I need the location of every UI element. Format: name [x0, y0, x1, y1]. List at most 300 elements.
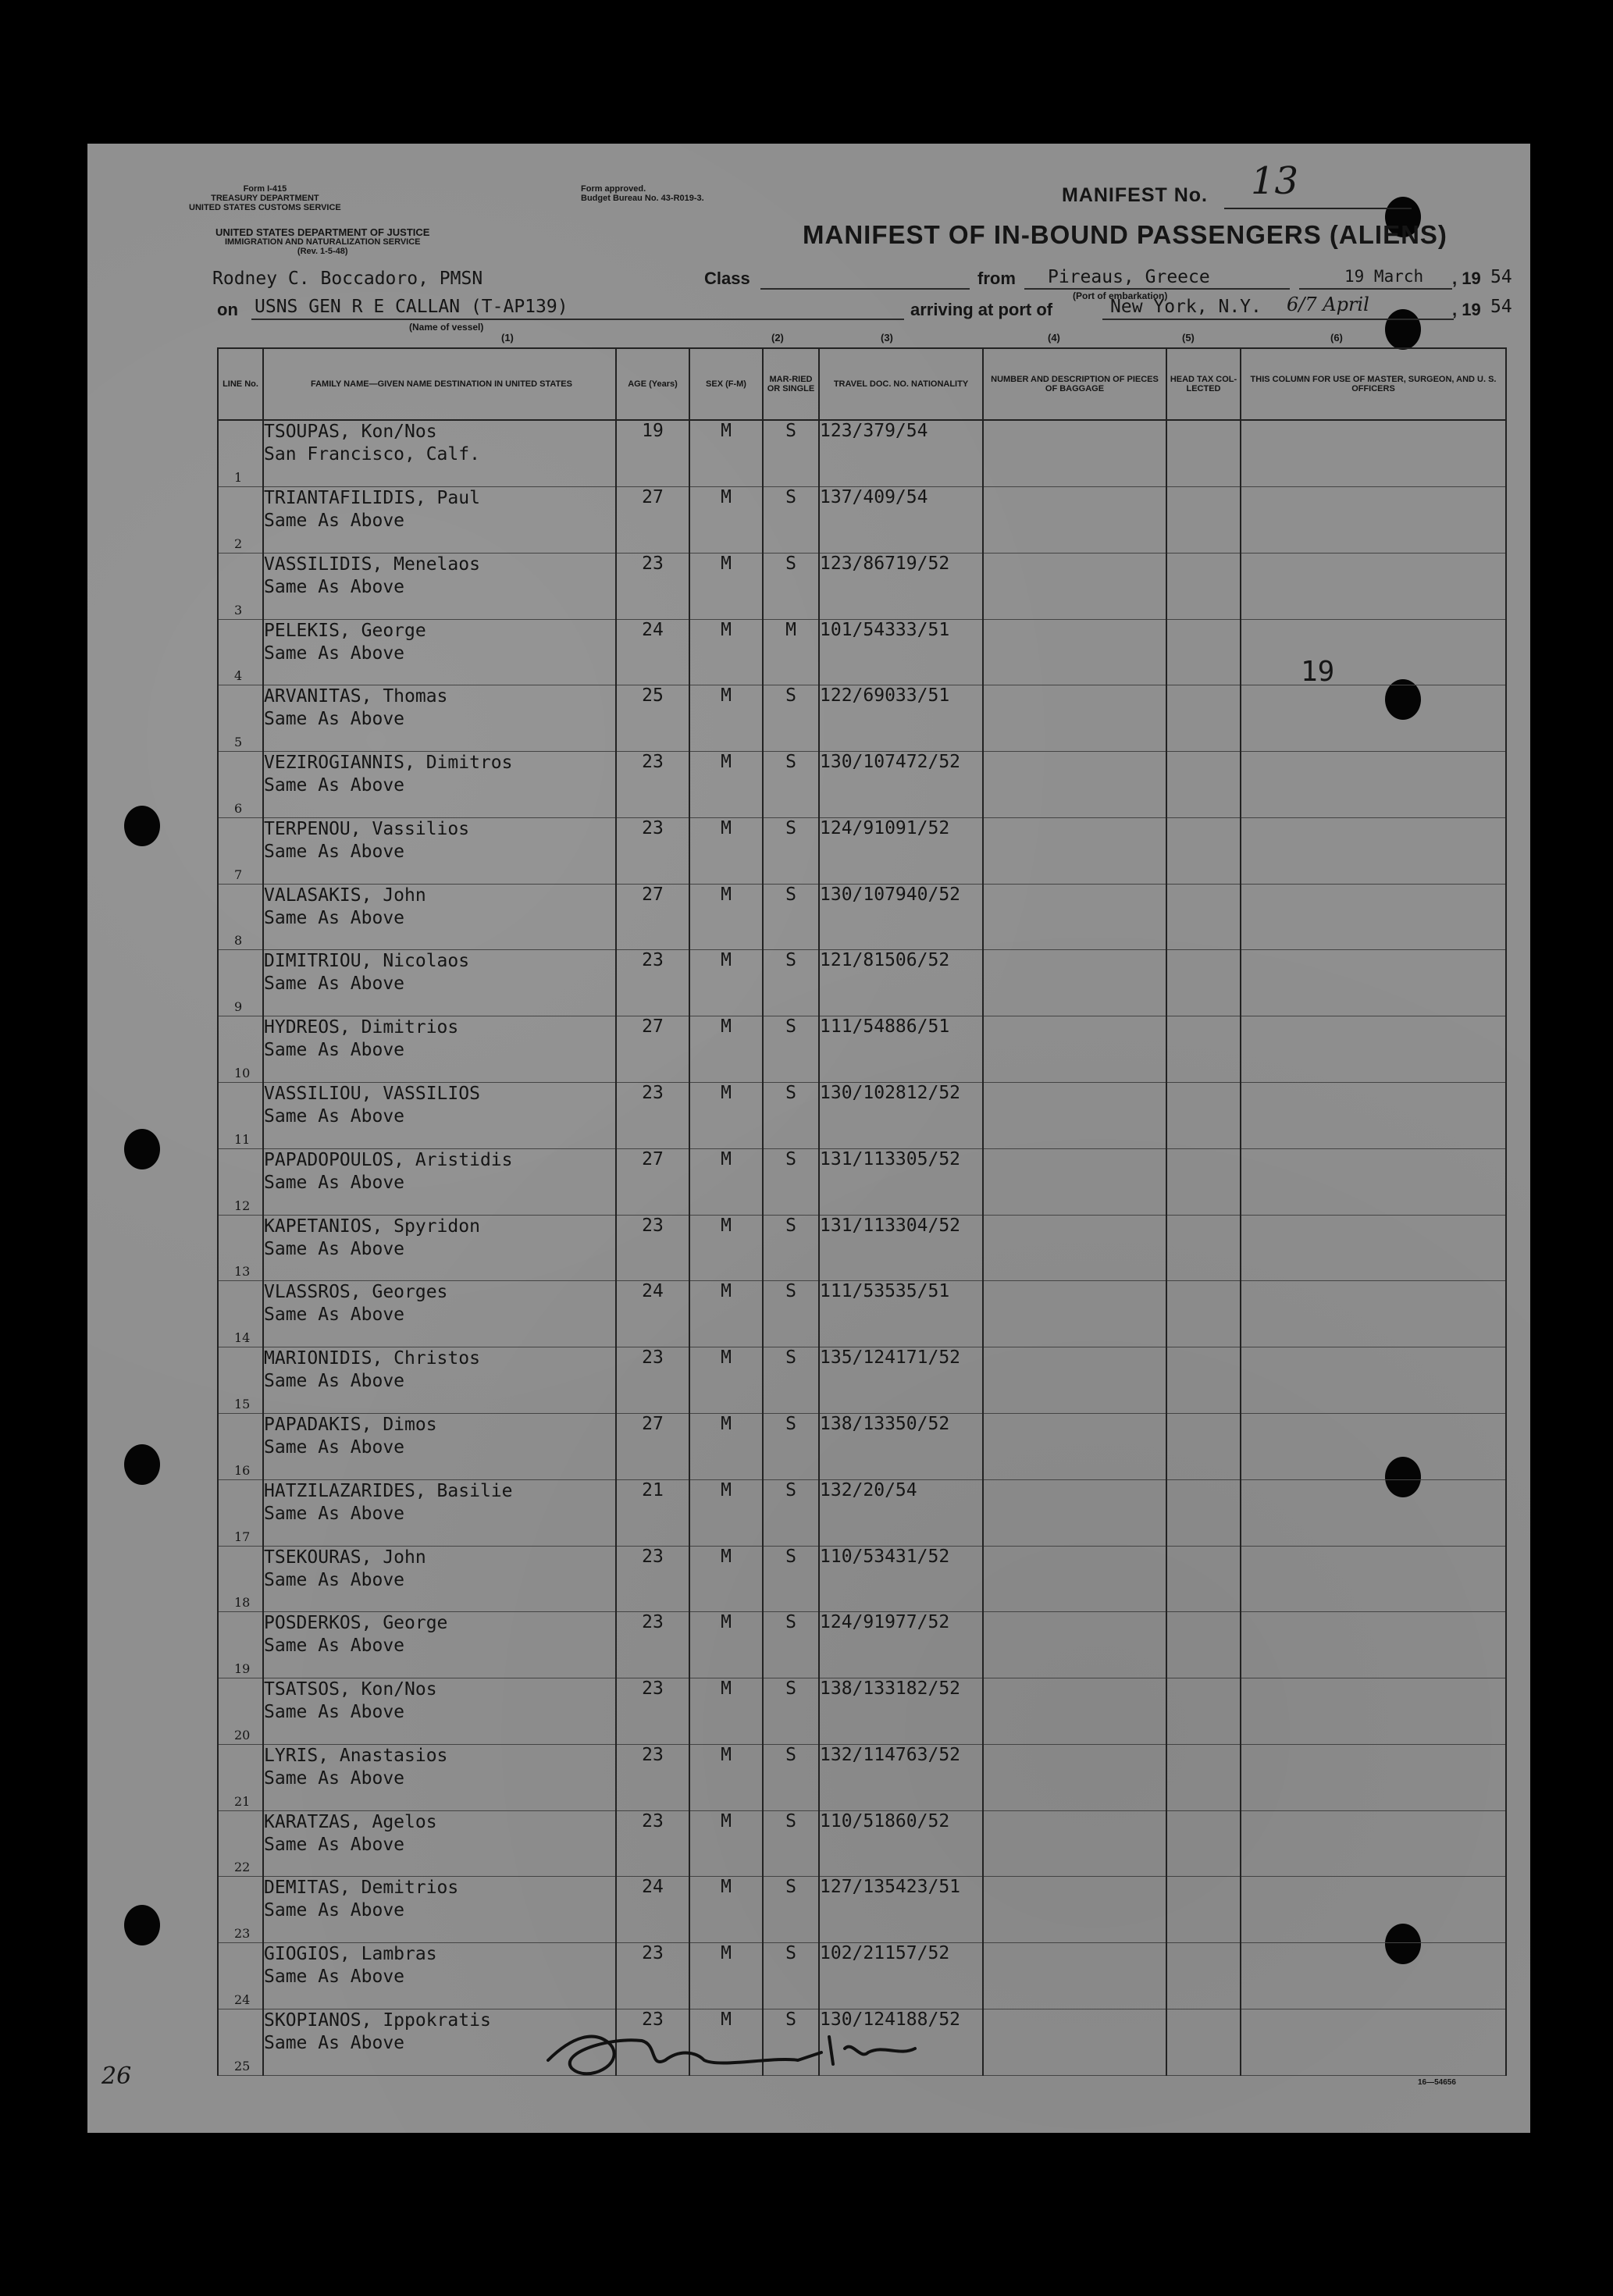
class-label: Class — [704, 269, 750, 288]
sex: M — [689, 884, 763, 950]
table-row — [218, 487, 1506, 554]
date-underline — [1299, 288, 1452, 290]
age: 23 — [616, 1810, 689, 1877]
vessel-underline — [251, 319, 904, 320]
officer-use-cell — [1241, 1612, 1506, 1678]
passenger-name: TERPENOU, Vassilios — [264, 818, 470, 839]
table-row — [218, 1281, 1506, 1347]
destination: Same As Above — [264, 643, 405, 664]
departure-year: 54 — [1490, 267, 1512, 287]
table-row — [218, 950, 1506, 1016]
line-number-cell — [218, 1943, 263, 2009]
travel-doc-number: 130/107940/52 — [819, 884, 983, 950]
destination: Same As Above — [264, 974, 405, 995]
name-cell — [263, 1083, 616, 1149]
passenger-name: DEMITAS, Demitrios — [264, 1878, 459, 1899]
name-cell — [263, 1479, 616, 1546]
marital-status: S — [763, 752, 819, 818]
line-number-cell — [218, 1347, 263, 1414]
head-tax-cell — [1166, 1612, 1241, 1678]
age: 23 — [616, 1744, 689, 1810]
line-number: 8 — [234, 933, 243, 949]
sex: M — [689, 1413, 763, 1479]
baggage-cell — [983, 1148, 1166, 1215]
passenger-name: GIOGIOS, Lambras — [264, 1944, 437, 1965]
line-number: 16 — [234, 1462, 251, 1478]
baggage-cell — [983, 1546, 1166, 1612]
age: 27 — [616, 1413, 689, 1479]
sex: M — [689, 487, 763, 554]
table-row — [218, 884, 1506, 950]
sex: M — [689, 1016, 763, 1083]
department-of-justice: UNITED STATES DEPARTMENT OF JUSTICE — [215, 226, 430, 238]
officer-use-cell — [1241, 1281, 1506, 1347]
head-tax-cell — [1166, 752, 1241, 818]
table-row — [218, 1877, 1506, 1943]
passenger-name: TSATSOS, Kon/Nos — [264, 1679, 437, 1700]
baggage-cell — [983, 1016, 1166, 1083]
officer-use-cell — [1241, 950, 1506, 1016]
form-approval — [581, 184, 704, 203]
head-tax-cell — [1166, 1678, 1241, 1745]
age: 27 — [616, 487, 689, 554]
line-number-cell — [218, 1810, 263, 1877]
line-number: 2 — [234, 536, 243, 551]
table-header-row — [218, 348, 1506, 420]
page-corner-mark: 26 — [101, 2063, 132, 2090]
travel-doc-number: 111/53535/51 — [819, 1281, 983, 1347]
passenger-name: TSOUPAS, Kon/Nos — [264, 422, 437, 442]
table-row — [218, 1678, 1506, 1745]
head-tax-cell — [1166, 817, 1241, 884]
line-number-cell — [218, 1413, 263, 1479]
officer-use-cell — [1241, 884, 1506, 950]
passenger-name: VASSILIOU, VASSILIOS — [264, 1084, 480, 1105]
column-header-marital: MAR-RIED OR SINGLE — [763, 348, 819, 420]
age: 23 — [616, 1612, 689, 1678]
name-cell — [263, 817, 616, 884]
officer-use-cell — [1241, 420, 1506, 487]
head-tax-cell — [1166, 1215, 1241, 1281]
officer-use-cell — [1241, 553, 1506, 619]
head-tax-cell — [1166, 1083, 1241, 1149]
sex: M — [689, 752, 763, 818]
head-tax-cell — [1166, 2009, 1241, 2075]
line-number: 1 — [234, 470, 243, 485]
age: 23 — [616, 1943, 689, 2009]
treasury-department: TREASURY DEPARTMENT — [211, 194, 319, 203]
marital-status: S — [763, 487, 819, 554]
age: 21 — [616, 1479, 689, 1546]
age: 27 — [616, 1148, 689, 1215]
sex: M — [689, 685, 763, 752]
sex: M — [689, 1943, 763, 2009]
passenger-name: SKOPIANOS, Ippokratis — [264, 2009, 491, 2031]
baggage-cell — [983, 619, 1166, 685]
master-name: Rodney C. Boccadoro, PMSN — [212, 269, 483, 289]
line-number-cell — [218, 1281, 263, 1347]
travel-doc-number: 123/86719/52 — [819, 553, 983, 619]
baggage-cell — [983, 1612, 1166, 1678]
marital-status: S — [763, 1148, 819, 1215]
baggage-cell — [983, 817, 1166, 884]
line-number-cell — [218, 1148, 263, 1215]
sex: M — [689, 1810, 763, 1877]
line-number-cell — [218, 950, 263, 1016]
sex: M — [689, 1083, 763, 1149]
from-label: from — [977, 269, 1016, 288]
marital-status: S — [763, 1016, 819, 1083]
line-number-cell — [218, 1016, 263, 1083]
punch-hole — [124, 1905, 160, 1945]
baggage-cell — [983, 2009, 1166, 2075]
name-cell — [263, 1744, 616, 1810]
arrival-year: 54 — [1490, 297, 1512, 317]
marital-status: S — [763, 1479, 819, 1546]
sex: M — [689, 420, 763, 487]
age: 23 — [616, 2009, 689, 2075]
marital-status: S — [763, 1215, 819, 1281]
manifest-sheet — [87, 144, 1530, 2133]
table-row — [218, 685, 1506, 752]
name-cell — [263, 1347, 616, 1414]
punch-hole — [124, 1444, 160, 1485]
table-row — [218, 1215, 1506, 1281]
marital-status: S — [763, 1413, 819, 1479]
column-header-name: FAMILY NAME—GIVEN NAME DESTINATION IN UNITED STATES — [263, 348, 616, 420]
on-label: on — [217, 300, 238, 319]
baggage-cell — [983, 1678, 1166, 1745]
officer-use-cell — [1241, 1479, 1506, 1546]
passenger-name: HYDREOS, Dimitrios — [264, 1017, 459, 1038]
head-tax-cell — [1166, 1546, 1241, 1612]
column-header-age: AGE (Years) — [616, 348, 689, 420]
passenger-name: HATZILAZARIDES, Basilie — [264, 1480, 513, 1501]
travel-doc-number: 132/114763/52 — [819, 1744, 983, 1810]
line-number-cell — [218, 817, 263, 884]
sex: M — [689, 553, 763, 619]
sex: M — [689, 619, 763, 685]
line-number: 9 — [234, 999, 243, 1015]
line-number: 10 — [234, 1066, 251, 1081]
baggage-cell — [983, 1744, 1166, 1810]
table-row — [218, 1546, 1506, 1612]
sex: M — [689, 1479, 763, 1546]
passenger-name: ARVANITAS, Thomas — [264, 686, 448, 707]
marital-status: S — [763, 2009, 819, 2075]
officer-use-cell — [1241, 1083, 1506, 1149]
passenger-table — [217, 347, 1507, 2076]
destination: Same As Above — [264, 1436, 405, 1458]
officer-use-cell — [1241, 619, 1506, 685]
budget-bureau-number: Budget Bureau No. 43-R019-3. — [581, 194, 704, 203]
destination: Same As Above — [264, 1636, 405, 1657]
table-row — [218, 1612, 1506, 1678]
destination: Same As Above — [264, 576, 405, 597]
sex: M — [689, 1546, 763, 1612]
head-tax-cell — [1166, 1877, 1241, 1943]
head-tax-cell — [1166, 1148, 1241, 1215]
sex: M — [689, 1148, 763, 1215]
name-cell — [263, 884, 616, 950]
destination: Same As Above — [264, 1172, 405, 1193]
sex: M — [689, 1744, 763, 1810]
line-number-cell — [218, 685, 263, 752]
column-number: (5) — [1182, 332, 1195, 344]
head-tax-cell — [1166, 884, 1241, 950]
head-tax-cell — [1166, 950, 1241, 1016]
destination: San Francisco, Calf. — [264, 444, 480, 465]
name-cell — [263, 487, 616, 554]
line-number-cell — [218, 1083, 263, 1149]
table-row — [218, 1016, 1506, 1083]
head-tax-cell — [1166, 1810, 1241, 1877]
travel-doc-number: 131/113305/52 — [819, 1148, 983, 1215]
destination: Same As Above — [264, 1702, 405, 1723]
line-number-cell — [218, 487, 263, 554]
sex: M — [689, 950, 763, 1016]
head-tax-cell — [1166, 553, 1241, 619]
marital-status: S — [763, 817, 819, 884]
marital-status: S — [763, 1347, 819, 1414]
line-number-cell — [218, 1612, 263, 1678]
punch-hole — [1385, 309, 1421, 350]
destination: Same As Above — [264, 1106, 405, 1127]
column-number: (2) — [771, 332, 784, 344]
line-number: 19 — [234, 1661, 251, 1677]
line-number-cell — [218, 619, 263, 685]
head-tax-cell — [1166, 1016, 1241, 1083]
destination: Same As Above — [264, 841, 405, 862]
marital-status: S — [763, 553, 819, 619]
travel-doc-number: 123/379/54 — [819, 420, 983, 487]
passenger-name: KARATZAS, Agelos — [264, 1811, 437, 1832]
line-number-cell — [218, 1479, 263, 1546]
line-number: 14 — [234, 1330, 251, 1346]
destination: Same As Above — [264, 1834, 405, 1855]
head-tax-cell — [1166, 1479, 1241, 1546]
baggage-cell — [983, 884, 1166, 950]
punch-hole — [124, 806, 160, 846]
passenger-name: MARIONIDIS, Christos — [264, 1348, 480, 1369]
marital-status: S — [763, 420, 819, 487]
name-cell — [263, 1943, 616, 2009]
line-number: 24 — [234, 1992, 251, 2007]
line-number: 17 — [234, 1529, 251, 1544]
line-number-cell — [218, 1678, 263, 1745]
head-tax-cell — [1166, 487, 1241, 554]
arrival-port: New York, N.Y. — [1110, 297, 1262, 317]
marital-status: S — [763, 685, 819, 752]
destination: Same As Above — [264, 1503, 405, 1524]
line-number: 3 — [234, 602, 243, 618]
travel-doc-number: 138/133182/52 — [819, 1678, 983, 1745]
age: 19 — [616, 420, 689, 487]
officer-use-cell — [1241, 1347, 1506, 1414]
passenger-name: VEZIROGIANNIS, Dimitros — [264, 753, 513, 774]
line-number-cell — [218, 752, 263, 818]
destination: Same As Above — [264, 511, 405, 531]
arrival-year-prefix: , 19 — [1452, 300, 1481, 319]
travel-doc-number: 121/81506/52 — [819, 950, 983, 1016]
line-number-cell — [218, 553, 263, 619]
table-row — [218, 553, 1506, 619]
line-number: 22 — [234, 1860, 251, 1875]
age: 24 — [616, 1281, 689, 1347]
age: 23 — [616, 1347, 689, 1414]
line-number: 23 — [234, 1926, 251, 1942]
destination: Same As Above — [264, 907, 405, 928]
destination: Same As Above — [264, 1040, 405, 1061]
name-cell — [263, 685, 616, 752]
departure-date: 19 March — [1344, 267, 1424, 286]
travel-doc-number: 124/91091/52 — [819, 817, 983, 884]
marital-status: S — [763, 1877, 819, 1943]
head-tax-cell — [1166, 1744, 1241, 1810]
name-cell — [263, 1612, 616, 1678]
table-row — [218, 1943, 1506, 2009]
baggage-cell — [983, 950, 1166, 1016]
line-number-cell — [218, 1877, 263, 1943]
age: 23 — [616, 752, 689, 818]
baggage-cell — [983, 1943, 1166, 2009]
destination: Same As Above — [264, 1569, 405, 1590]
marital-status: S — [763, 950, 819, 1016]
table-row — [218, 1148, 1506, 1215]
head-tax-cell — [1166, 685, 1241, 752]
sex: M — [689, 1877, 763, 1943]
line-number: 6 — [234, 800, 243, 816]
column-number: (6) — [1330, 332, 1343, 344]
officer-use-cell — [1241, 1943, 1506, 2009]
passenger-name: TRIANTAFILIDIS, Paul — [264, 488, 480, 508]
sex: M — [689, 2009, 763, 2075]
passenger-name: VALASAKIS, John — [264, 885, 426, 906]
marital-status: S — [763, 1943, 819, 2009]
marital-status: S — [763, 884, 819, 950]
baggage-cell — [983, 553, 1166, 619]
head-tax-cell — [1166, 619, 1241, 685]
destination: Same As Above — [264, 1305, 405, 1326]
punch-hole — [124, 1129, 160, 1169]
officer-use-cell — [1241, 1016, 1506, 1083]
travel-doc-number: 124/91977/52 — [819, 1612, 983, 1678]
age: 27 — [616, 1016, 689, 1083]
passenger-name: PAPADOPOULOS, Aristidis — [264, 1149, 513, 1170]
travel-doc-number: 138/13350/52 — [819, 1413, 983, 1479]
travel-doc-number: 102/21157/52 — [819, 1943, 983, 2009]
column-header-sex: SEX (F-M) — [689, 348, 763, 420]
line-number: 5 — [234, 735, 243, 750]
column-header-head-tax: HEAD TAX COL-LECTED — [1166, 348, 1241, 420]
passenger-name: TSEKOURAS, John — [264, 1547, 426, 1568]
sex: M — [689, 1347, 763, 1414]
head-tax-cell — [1166, 1413, 1241, 1479]
name-cell — [263, 950, 616, 1016]
baggage-cell — [983, 1479, 1166, 1546]
column-header-baggage: NUMBER AND DESCRIPTION OF PIECES OF BAGGAGE — [983, 348, 1166, 420]
officer-use-cell — [1241, 487, 1506, 554]
travel-doc-number: 132/20/54 — [819, 1479, 983, 1546]
officer-use-cell — [1241, 1215, 1506, 1281]
table-row — [218, 1083, 1506, 1149]
margin-total: 19 — [1301, 656, 1335, 688]
column-number: (3) — [881, 332, 893, 344]
line-number-cell — [218, 420, 263, 487]
baggage-cell — [983, 1810, 1166, 1877]
department-block — [215, 228, 429, 256]
baggage-cell — [983, 1215, 1166, 1281]
officer-use-cell — [1241, 752, 1506, 818]
officer-use-cell — [1241, 1810, 1506, 1877]
travel-doc-number: 127/135423/51 — [819, 1877, 983, 1943]
marital-status: S — [763, 1546, 819, 1612]
officer-use-cell — [1241, 2009, 1506, 2075]
age: 24 — [616, 1877, 689, 1943]
column-header-travel-doc: TRAVEL DOC. NO. NATIONALITY — [819, 348, 983, 420]
form-approved-label: Form approved. — [581, 184, 646, 194]
year-prefix: , 19 — [1452, 269, 1481, 288]
customs-service: UNITED STATES CUSTOMS SERVICE — [189, 203, 341, 212]
officer-use-cell — [1241, 1744, 1506, 1810]
passenger-name: VLASSROS, Georges — [264, 1282, 448, 1303]
head-tax-cell — [1166, 1347, 1241, 1414]
table-row — [218, 1810, 1506, 1877]
name-cell — [263, 752, 616, 818]
age: 23 — [616, 817, 689, 884]
line-number-cell — [218, 2009, 263, 2075]
destination: Same As Above — [264, 775, 405, 796]
column-number: (4) — [1048, 332, 1060, 344]
officer-use-cell — [1241, 1413, 1506, 1479]
port-of-embarkation: Pireaus, Greece — [1048, 267, 1210, 287]
officer-signature — [540, 2006, 946, 2091]
travel-doc-number: 122/69033/51 — [819, 685, 983, 752]
destination: Same As Above — [264, 2032, 405, 2053]
arriving-label: arriving at port of — [910, 300, 1053, 319]
table-row — [218, 752, 1506, 818]
name-cell — [263, 1413, 616, 1479]
destination: Same As Above — [264, 1900, 405, 1921]
travel-doc-number: 130/124188/52 — [819, 2009, 983, 2075]
line-number: 11 — [234, 1131, 251, 1147]
destination: Same As Above — [264, 1967, 405, 1988]
manifest-title: MANIFEST OF IN-BOUND PASSENGERS (ALIENS) — [803, 220, 1447, 249]
manifest-number-line — [1224, 208, 1412, 209]
travel-doc-number: 111/54886/51 — [819, 1016, 983, 1083]
officer-use-cell — [1241, 1678, 1506, 1745]
baggage-cell — [983, 752, 1166, 818]
column-header-officers: THIS COLUMN FOR USE OF MASTER, SURGEON, AND U. S. OFFICERS — [1241, 348, 1506, 420]
sex: M — [689, 817, 763, 884]
passenger-name: LYRIS, Anastasios — [264, 1745, 448, 1766]
marital-status: S — [763, 1083, 819, 1149]
travel-doc-number: 110/51860/52 — [819, 1810, 983, 1877]
officer-use-cell — [1241, 685, 1506, 752]
baggage-cell — [983, 420, 1166, 487]
name-cell — [263, 1678, 616, 1745]
baggage-cell — [983, 1413, 1166, 1479]
age: 23 — [616, 1215, 689, 1281]
passenger-name: POSDERKOS, George — [264, 1613, 448, 1634]
line-number: 25 — [234, 2059, 251, 2074]
passenger-name: PAPADAKIS, Dimos — [264, 1414, 437, 1435]
table-row — [218, 1744, 1506, 1810]
baggage-cell — [983, 1347, 1166, 1414]
table-row — [218, 1479, 1506, 1546]
port-caption: (Port of embarkation) — [1073, 290, 1168, 301]
age: 24 — [616, 619, 689, 685]
